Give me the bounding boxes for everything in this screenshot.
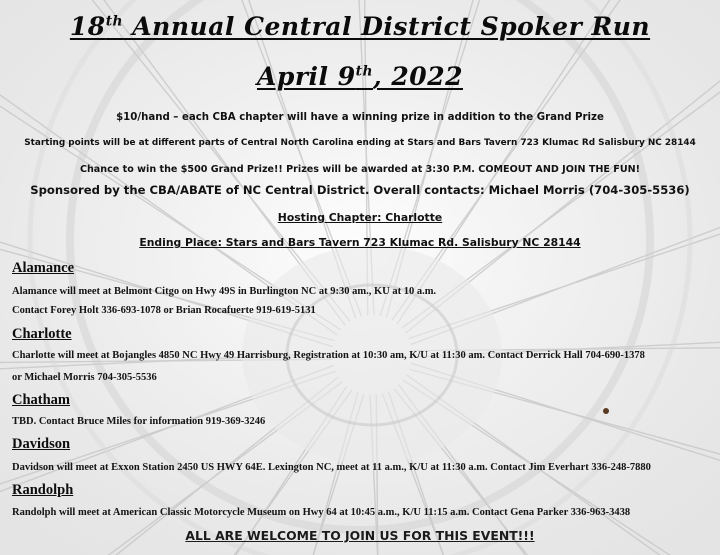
charlotte-meeting: Charlotte will meet at Bojangles 4850 NC Hwy 49 Harrisburg, Registration at 10:30 am, K/U at 11:30 am. Contact Derrick Hall 704-690-1378 (12, 350, 645, 361)
section-heading-alamance: Alamance (12, 260, 75, 276)
section-heading-chatham: Chatham (12, 392, 71, 408)
alamance-contact: Contact Forey Holt 336-693-1078 or Brian Rocafuerte 919-619-5131 (12, 305, 316, 316)
welcome-banner: ALL ARE WELCOME TO JOIN US FOR THIS EVENT!!! (185, 528, 535, 543)
chatham-info: TBD. Contact Bruce Miles for information 919-369-3246 (12, 416, 266, 427)
section-heading-davidson: Davidson (12, 436, 71, 452)
randolph-meeting: Randolph will meet at American Classic Motorcycle Museum on Hwy 64 at 10:45 a.m., K/U 11:15 a.m. Contact Gena Parker 336-963-3438 (12, 507, 631, 518)
event-date: April 9th, 2022 (256, 62, 463, 91)
grand-prize-info: Chance to win the $500 Grand Prize!! Prizes will be awarded at 3:30 P.M. COMEOUT AND JOIN THE FUN! (79, 164, 641, 175)
alamance-meeting: Alamance will meet at Belmont Citgo on Hwy 49S in Burlington NC at 9:30 am., KU at 10 a.m. (12, 286, 437, 297)
section-heading-randolph: Randolph (12, 482, 74, 498)
davidson-meeting: Davidson will meet at Exxon Station 2450 US HWY 64E. Lexington NC, meet at 11 a.m., K/U at 11:30 a.m. Contact Jim Everhart 336-248-7880 (12, 462, 651, 473)
prize-info: $10/hand – each CBA chapter will have a winning prize in addition to the Grand Prize (116, 112, 604, 123)
charlotte-contact: or Michael Morris 704-305-5536 (12, 372, 157, 383)
starting-points-info: Starting points will be at different parts of Central North Carolina ending at Stars and Bars Tavern 723 Klumac Rd Salisbury NC 28144 (24, 138, 696, 148)
ending-place: Ending Place: Stars and Bars Tavern 723 Klumac Rd. Salisbury NC 28144 (139, 236, 581, 249)
section-heading-charlotte: Charlotte (12, 326, 72, 342)
event-title: 18th Annual Central District Spoker Run (69, 12, 651, 41)
hosting-chapter: Hosting Chapter: Charlotte (277, 211, 443, 224)
sponsor-info: Sponsored by the CBA/ABATE of NC Central District. Overall contacts: Michael Morris (704-305-5536) (30, 183, 690, 197)
